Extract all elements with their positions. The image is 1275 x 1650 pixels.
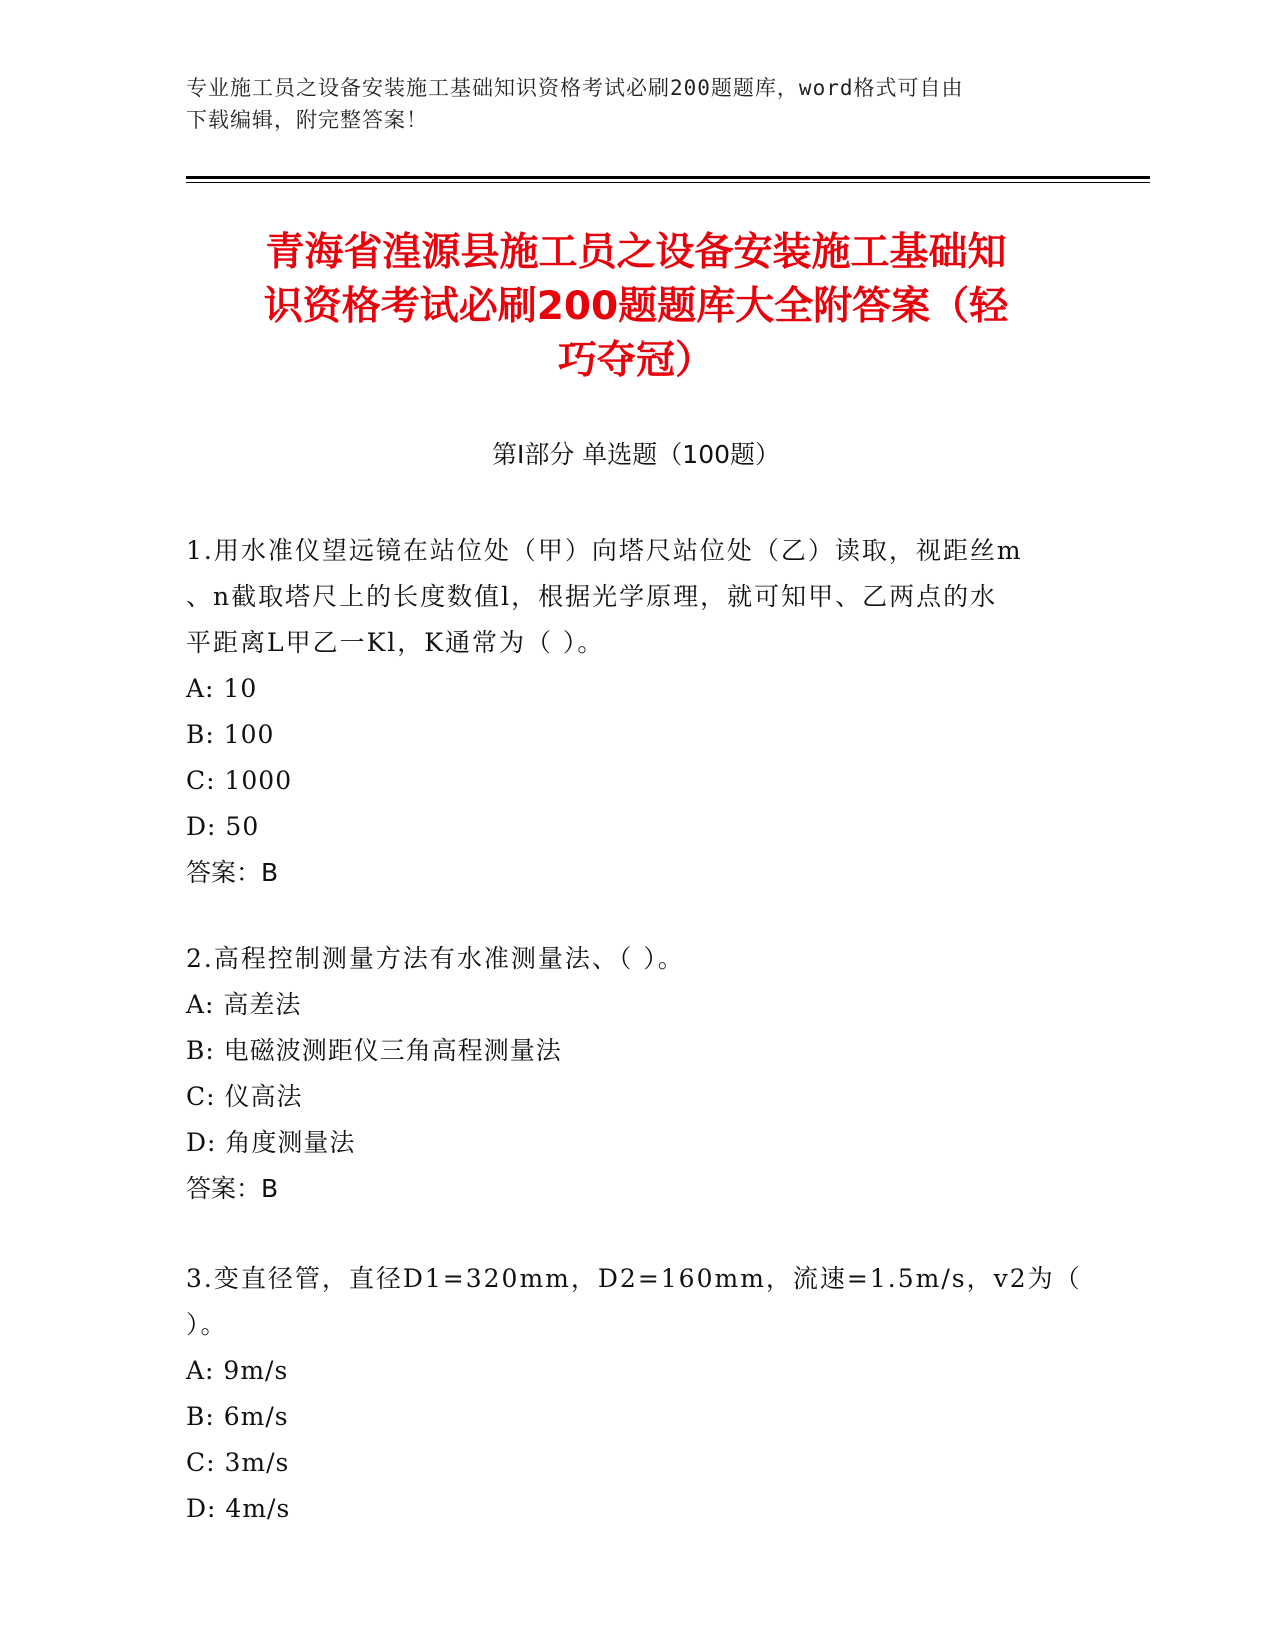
option-a: A: 9m/s — [186, 1356, 289, 1385]
answer-label: 答案：B — [186, 1174, 279, 1203]
question-3 — [186, 1256, 1086, 1532]
question-stem-line: 2.高程控制测量方法有水准测量法、（ ）。 — [186, 944, 685, 973]
header-divider-thick — [186, 176, 1150, 179]
question-stem-line: 、n截取塔尺上的长度数值l，根据光学原理，就可知甲、乙两点的水 — [186, 582, 998, 611]
question-1 — [186, 528, 1086, 896]
option-b: B: 100 — [186, 720, 275, 749]
option-b: B: 电磁波测距仪三角高程测量法 — [186, 1036, 562, 1065]
header-note-line: 下载编辑，附完整答案！ — [186, 108, 428, 132]
section-heading: 第Ⅰ部分 单选题（100题） — [491, 440, 781, 469]
option-c: C: 仪高法 — [186, 1082, 303, 1111]
option-b: B: 6m/s — [186, 1402, 289, 1431]
title-line: 青海省湟源县施工员之设备安装施工基础知 — [265, 230, 1007, 275]
question-stem-line: 3.变直径管，直径D1=320mm，D2=160mm，流速=1.5m/s，v2为（ ）。 — [186, 1264, 1082, 1339]
title-line: 识资格考试必刷200题题库大全附答案（轻 — [263, 284, 1009, 329]
option-d: D: 50 — [186, 812, 260, 841]
answer-label: 答案：B — [186, 858, 279, 887]
option-d: D: 4m/s — [186, 1494, 291, 1523]
option-c: C: 1000 — [186, 766, 293, 795]
header-note-line: 专业施工员之设备安装施工基础知识资格考试必刷200题题库，word格式可自由 — [186, 76, 964, 100]
header-note — [186, 72, 1086, 136]
question-stem-line: 1.用水准仪望远镜在站位处（甲）向塔尺站位处（乙）读取，视距丝m — [186, 536, 1023, 565]
question-2 — [186, 936, 1086, 1212]
header-divider-thin — [186, 182, 1150, 183]
document-title — [186, 226, 1086, 388]
title-line: 巧夺冠） — [557, 338, 714, 383]
question-stem-line: 平距离L甲乙一Kl，K通常为（ ）。 — [186, 628, 605, 657]
option-a: A: 高差法 — [186, 990, 302, 1019]
option-c: C: 3m/s — [186, 1448, 290, 1477]
option-d: D: 角度测量法 — [186, 1128, 356, 1157]
option-a: A: 10 — [186, 674, 258, 703]
